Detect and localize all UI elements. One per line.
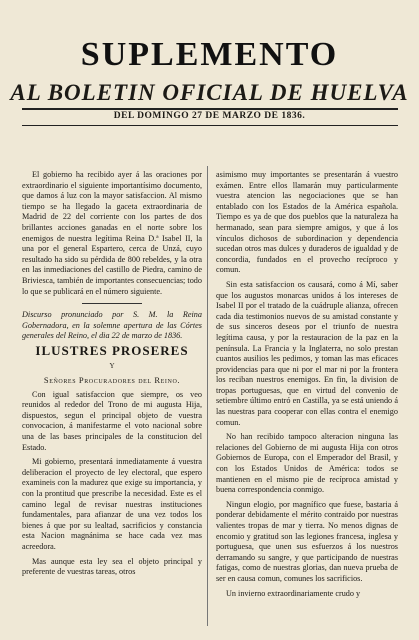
right-paragraph-3: No han recibido tampoco alteracion ninguna las relaciones del Gobierno de mi augusta Hija con otros Gobiernos de Europa, con el Emperador del Brasil, y con los Estados Unidos de América: todos se mantienen en el mismo pie de recíproca amistad y buena correspondencia conmigo. [216,432,398,495]
header-rule-top [22,108,398,110]
section-heading: ILUSTRES PROSERES [35,342,189,358]
right-paragraph-2: Sin esta satisfaccion os causará, como á Mí, saber que los augustos monarcas unidos á los intereses de Isabel II por el tratado de la cuádruple alianza, ofrecen cada dia testimonios nuevos de su amistad constante y de sus sinceros deseos por el triunfo de nuestra legítima causa, y por la restauracion de la paz en la península. La Francia y la Inglaterra, no solo prestan cuantos ausilios les pedimos, y toman las mas eficaces providencias para que ni por el mar ni por la frontera los reciban nuestros enemigos. En fin, la division de tropas portuguesas, que en virtud del convenio de setiembre último entró en Castilla, ya se está uniendo á las nuestras para cooperar con ellas contra el enemigo comun. [216,279,398,427]
right-paragraph-4: Ningun elogio, por magnífico que fuese, bastaria á ponderar debidamente el mérito contraido por nuestras valientes tropas de mar y tierra. No menos dignas de encomio y gratitud son las legiones francesa, inglesa y portuguesa, que unen sus esfuerzos á los nuestros derramando su sangre, y que participando de nuestras fatigas, como de nuestras glorias, dan nueva prueba de ser en causa comun, comunes los sacrificios. [216,499,398,583]
right-paragraph-5: Un invierno extraordinariamente crudo y [226,588,361,598]
discourse-caption: Discurso pronunciado por S. M. la Reina Gobernadora, en la solemne apertura de las Córtes generales del Reino, el dia 22 de marzo de 1836. [22,310,202,341]
header-rule-bottom [22,125,398,126]
intro-paragraph: El gobierno ha recibido ayer á las oraciones por extraordinario el siguiente importantísimo documento, que damos á luz con la mayor satisfaccion. Al mismo tiempo se ha llegado la gaceta extraordinaria de Madrid de 22 del corriente con los partes de dos brillantes acciones ganadas en el norte sobre los enemigos de nuestra legítima Reina D.ª Isabel II, la una por el general Espartero, cerca de Unzá, cuyo resultado ha sido su pérdida de 800 rebeldes, y la otra en las inmediaciones del castillo de Piedra, camino de Briviesca, también de importantes consecuencias; todo lo que se publicará en el número siguiente. [22,170,202,296]
right-column [216,170,398,603]
masthead-title: SUPLEMENTO [80,36,339,73]
conjunction-y: Y [109,361,115,370]
right-paragraph-1: asimismo muy importantes se presentarán á vuestro exámen. Entre ellos llamarán muy particularmente vuestra atencion las negociaciones que se han entablado con los Estados de la América española. Tiempo es ya de que dos pueblos que la naturaleza ha hermanado, sean para siempre amigos, y que á los vínculos dichosos de subordinacion y dependencia sucedan otros mas dulces y duraderos de igualdad y de concordia, fundados en el provecho recíproco y comun. [216,170,398,275]
speech-paragraph-1: Con igual satisfaccion que siempre, os veo reunidos al rededor del Trono de mi augusta Hija, dispuestos, segun el principal objeto de vuestra convocacion, á manifestarme el voto nacional sobre una de las bases principales de la constitucion del Estado. [22,389,202,452]
left-column [22,170,202,582]
separator-line [82,303,142,304]
dateline: DEL DOMINGO 27 DE MARZO DE 1836. [113,111,306,121]
salutation: Señores Procuradores del Reino. [43,375,181,386]
masthead-subtitle: AL BOLETIN OFICIAL DE HUELVA [10,80,409,105]
speech-paragraph-3: Mas aunque esta ley sea el objeto principal y preferente de vuestras tareas, otros [22,556,202,577]
speech-paragraph-2: Mi gobierno, presentará inmediatamente á vuestra deliberacion el proyecto de ley electoral, que espero examineis con la madurez que exige su importancia, y con la prontitud que prescribe la necesidad. Este es el camino legal de revisar nuestras instituciones fundamentales, para afianzar de una vez todos los bienes á que por su lealtad, sacrificios y constancia esta Nacion magnánima se hace cada vez mas acreedora. [22,457,202,551]
column-divider [207,166,208,626]
